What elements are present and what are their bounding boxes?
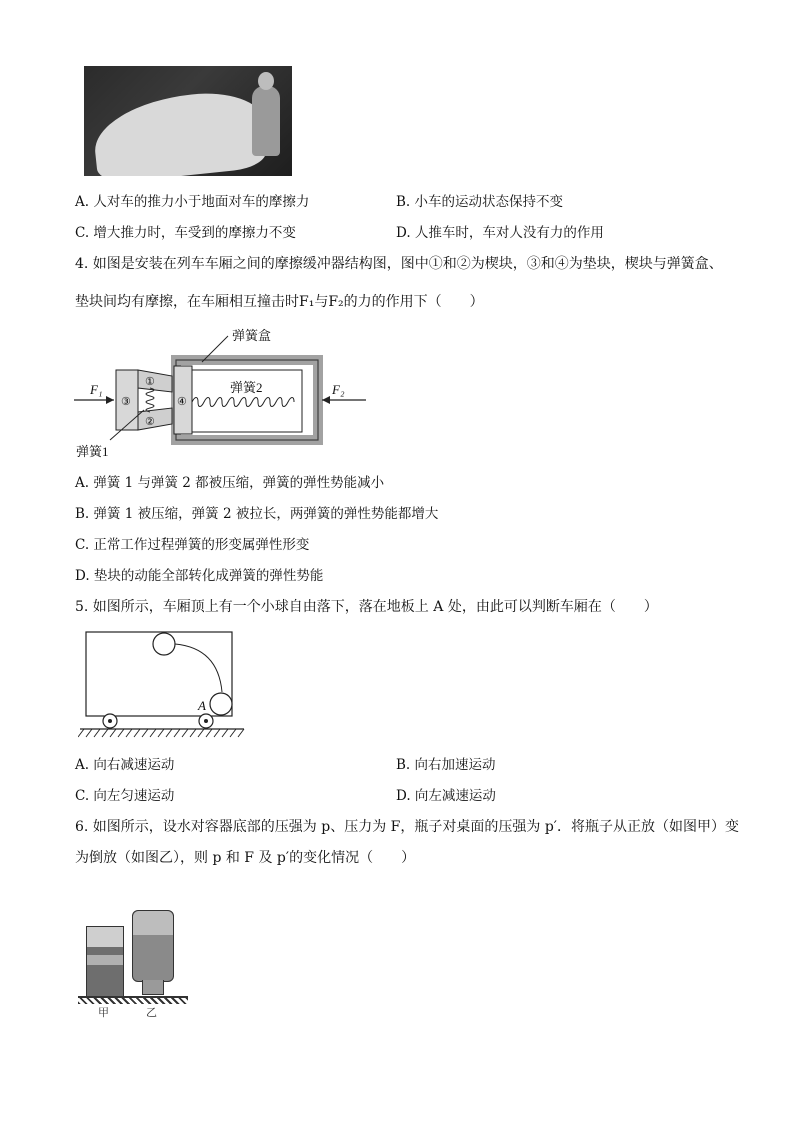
block3-label: ③ — [121, 395, 131, 408]
inverted-bottle — [132, 910, 174, 982]
box-label: 弹簧盒 — [232, 328, 272, 343]
friction-buffer-diagram — [70, 322, 370, 462]
wedge2-label: ② — [145, 415, 155, 428]
q6-stem-line1: 6. 如图所示，设水对容器底部的压强为 p、压力为 F，瓶子对桌面的压强为 p′．将瓶子从正放（如图甲）变 — [75, 819, 739, 835]
q3-option-c: C. 增大推力时，车受到的摩擦力不变 — [75, 225, 296, 241]
bottles-figure — [78, 888, 188, 1018]
label-yi: 乙 — [146, 1006, 157, 1019]
wedge1-label: ① — [145, 375, 155, 388]
q3-option-b: B. 小车的运动状态保持不变 — [396, 194, 564, 210]
q4-option-d: D. 垫块的动能全部转化成弹簧的弹性势能 — [75, 568, 324, 584]
q4-stem-line2: 垫块间均有摩擦，在车厢相互撞击时F₁与F₂的力的作用下（ ） — [75, 294, 484, 310]
q4-option-c: C. 正常工作过程弹簧的形变属弹性形变 — [75, 537, 310, 553]
f1-label: F₁ — [90, 382, 103, 397]
q5-option-b: B. 向右加速运动 — [396, 757, 496, 773]
q5-option-a: A. 向右减速运动 — [75, 757, 175, 773]
spring2-label: 弹簧2 — [230, 380, 263, 395]
f2-label: F₂ — [332, 382, 345, 397]
q5-stem: 5. 如图所示，车厢顶上有一个小球自由落下，落在地板上 A 处，由此可以判断车厢在（ ） — [75, 599, 658, 615]
q6-stem-line2: 为倒放（如图乙），则 p 和 F 及 p′的变化情况（ ） — [75, 850, 416, 866]
q5-option-d: D. 向左减速运动 — [396, 788, 496, 804]
q4-option-a: A. 弹簧 1 与弹簧 2 都被压缩，弹簧的弹性势能减小 — [75, 475, 385, 491]
q4-stem-line1: 4. 如图是安装在列车车厢之间的摩擦缓冲器结构图，图中①和②为楔块，③和④为垫块，楔块与弹簧盒、 — [75, 256, 723, 272]
push-cart-photo — [84, 66, 292, 176]
q3-option-d: D. 人推车时，车对人没有力的作用 — [396, 225, 604, 241]
block4-label: ④ — [177, 395, 187, 408]
train-car-diagram — [78, 628, 253, 740]
point-a-label: A — [198, 698, 206, 713]
q3-option-a: A. 人对车的推力小于地面对车的摩擦力 — [75, 194, 310, 210]
q4-option-b: B. 弹簧 1 被压缩，弹簧 2 被拉长，两弹簧的弹性势能都增大 — [75, 506, 439, 522]
spring1-label: 弹簧1 — [76, 444, 109, 459]
upright-bottle — [86, 926, 124, 998]
q5-option-c: C. 向左匀速运动 — [75, 788, 175, 804]
label-jia: 甲 — [98, 1006, 109, 1019]
